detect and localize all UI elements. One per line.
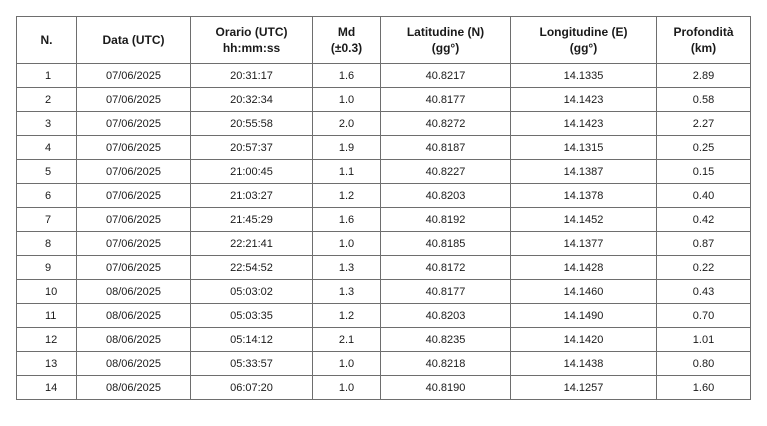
cell-date: 07/06/2025 xyxy=(77,112,191,136)
cell-depth: 0.43 xyxy=(657,280,751,304)
cell-latitude: 40.8218 xyxy=(381,352,511,376)
header-time-label: Orario (UTC) xyxy=(215,25,288,39)
table-row xyxy=(17,280,751,304)
cell-magnitude: 1.0 xyxy=(313,232,381,256)
cell-longitude: 14.1377 xyxy=(511,232,657,256)
cell-longitude: 14.1452 xyxy=(511,208,657,232)
cell-magnitude: 1.6 xyxy=(313,64,381,88)
cell-date: 07/06/2025 xyxy=(77,208,191,232)
cell-number: 6 xyxy=(17,184,77,208)
cell-magnitude: 1.9 xyxy=(313,136,381,160)
cell-date: 07/06/2025 xyxy=(77,232,191,256)
cell-depth: 0.42 xyxy=(657,208,751,232)
cell-date: 07/06/2025 xyxy=(77,184,191,208)
table-row xyxy=(17,352,751,376)
cell-latitude: 40.8177 xyxy=(381,280,511,304)
header-number-label: N. xyxy=(40,33,53,47)
cell-depth: 2.89 xyxy=(657,64,751,88)
header-longitude xyxy=(511,17,657,64)
cell-latitude: 40.8217 xyxy=(381,64,511,88)
header-latitude xyxy=(381,17,511,64)
cell-latitude: 40.8227 xyxy=(381,160,511,184)
earthquake-table xyxy=(16,16,751,400)
cell-magnitude: 1.0 xyxy=(313,88,381,112)
table-row xyxy=(17,64,751,88)
cell-latitude: 40.8203 xyxy=(381,184,511,208)
cell-magnitude: 1.3 xyxy=(313,280,381,304)
cell-number: 9 xyxy=(17,256,77,280)
cell-time: 20:55:58 xyxy=(191,112,313,136)
cell-depth: 0.15 xyxy=(657,160,751,184)
cell-depth: 0.58 xyxy=(657,88,751,112)
cell-latitude: 40.8235 xyxy=(381,328,511,352)
cell-depth: 1.01 xyxy=(657,328,751,352)
cell-number: 2 xyxy=(17,88,77,112)
header-magnitude xyxy=(313,17,381,64)
header-time xyxy=(191,17,313,64)
cell-time: 20:32:34 xyxy=(191,88,313,112)
cell-time: 22:21:41 xyxy=(191,232,313,256)
cell-number: 12 xyxy=(17,328,77,352)
cell-time: 22:54:52 xyxy=(191,256,313,280)
cell-time: 20:57:37 xyxy=(191,136,313,160)
cell-date: 07/06/2025 xyxy=(77,160,191,184)
cell-depth: 0.22 xyxy=(657,256,751,280)
cell-longitude: 14.1423 xyxy=(511,112,657,136)
cell-longitude: 14.1335 xyxy=(511,64,657,88)
header-time-unit: hh:mm:ss xyxy=(222,41,281,55)
header-latitude-unit: (gg°) xyxy=(431,41,460,55)
cell-number: 8 xyxy=(17,232,77,256)
cell-depth: 2.27 xyxy=(657,112,751,136)
cell-longitude: 14.1387 xyxy=(511,160,657,184)
header-number xyxy=(17,17,77,64)
table-row xyxy=(17,304,751,328)
cell-date: 07/06/2025 xyxy=(77,88,191,112)
cell-latitude: 40.8192 xyxy=(381,208,511,232)
cell-latitude: 40.8177 xyxy=(381,88,511,112)
table-row xyxy=(17,112,751,136)
cell-date: 08/06/2025 xyxy=(77,280,191,304)
cell-depth: 0.80 xyxy=(657,352,751,376)
header-longitude-label: Longitudine (E) xyxy=(539,25,628,39)
cell-number: 11 xyxy=(17,304,77,328)
cell-time: 05:03:35 xyxy=(191,304,313,328)
cell-magnitude: 1.3 xyxy=(313,256,381,280)
cell-date: 08/06/2025 xyxy=(77,352,191,376)
cell-magnitude: 1.2 xyxy=(313,184,381,208)
header-magnitude-label: Md xyxy=(337,25,356,39)
cell-time: 21:03:27 xyxy=(191,184,313,208)
header-longitude-unit: (gg°) xyxy=(569,41,598,55)
cell-date: 07/06/2025 xyxy=(77,136,191,160)
cell-latitude: 40.8185 xyxy=(381,232,511,256)
cell-time: 05:33:57 xyxy=(191,352,313,376)
cell-number: 13 xyxy=(17,352,77,376)
cell-number: 1 xyxy=(17,64,77,88)
cell-number: 10 xyxy=(17,280,77,304)
cell-depth: 1.60 xyxy=(657,376,751,400)
cell-time: 20:31:17 xyxy=(191,64,313,88)
cell-latitude: 40.8190 xyxy=(381,376,511,400)
cell-magnitude: 1.0 xyxy=(313,352,381,376)
cell-time: 05:03:02 xyxy=(191,280,313,304)
cell-depth: 0.70 xyxy=(657,304,751,328)
table-row xyxy=(17,328,751,352)
header-depth-unit: (km) xyxy=(690,41,717,55)
cell-time: 05:14:12 xyxy=(191,328,313,352)
cell-date: 08/06/2025 xyxy=(77,328,191,352)
cell-longitude: 14.1257 xyxy=(511,376,657,400)
cell-magnitude: 1.1 xyxy=(313,160,381,184)
cell-longitude: 14.1420 xyxy=(511,328,657,352)
cell-time: 06:07:20 xyxy=(191,376,313,400)
cell-depth: 0.40 xyxy=(657,184,751,208)
header-row xyxy=(17,17,751,64)
cell-number: 4 xyxy=(17,136,77,160)
cell-number: 5 xyxy=(17,160,77,184)
cell-number: 7 xyxy=(17,208,77,232)
cell-depth: 0.87 xyxy=(657,232,751,256)
header-depth-label: Profondità xyxy=(673,25,734,39)
cell-longitude: 14.1423 xyxy=(511,88,657,112)
table-row xyxy=(17,88,751,112)
cell-time: 21:45:29 xyxy=(191,208,313,232)
cell-longitude: 14.1315 xyxy=(511,136,657,160)
cell-magnitude: 1.0 xyxy=(313,376,381,400)
table-row xyxy=(17,208,751,232)
cell-latitude: 40.8272 xyxy=(381,112,511,136)
header-date-label: Data (UTC) xyxy=(102,33,165,47)
cell-magnitude: 1.2 xyxy=(313,304,381,328)
cell-latitude: 40.8203 xyxy=(381,304,511,328)
cell-longitude: 14.1378 xyxy=(511,184,657,208)
cell-time: 21:00:45 xyxy=(191,160,313,184)
table-row xyxy=(17,376,751,400)
header-depth xyxy=(657,17,751,64)
table-row xyxy=(17,136,751,160)
header-magnitude-unit: (±0.3) xyxy=(330,41,363,55)
table-row xyxy=(17,184,751,208)
cell-date: 07/06/2025 xyxy=(77,256,191,280)
table-row xyxy=(17,232,751,256)
header-latitude-label: Latitudine (N) xyxy=(406,25,485,39)
table-body xyxy=(17,64,751,400)
cell-magnitude: 2.1 xyxy=(313,328,381,352)
cell-longitude: 14.1460 xyxy=(511,280,657,304)
table-row xyxy=(17,160,751,184)
cell-longitude: 14.1428 xyxy=(511,256,657,280)
cell-longitude: 14.1490 xyxy=(511,304,657,328)
cell-latitude: 40.8172 xyxy=(381,256,511,280)
cell-number: 3 xyxy=(17,112,77,136)
header-date xyxy=(77,17,191,64)
cell-magnitude: 2.0 xyxy=(313,112,381,136)
cell-date: 08/06/2025 xyxy=(77,376,191,400)
table-row xyxy=(17,256,751,280)
cell-latitude: 40.8187 xyxy=(381,136,511,160)
cell-depth: 0.25 xyxy=(657,136,751,160)
cell-date: 07/06/2025 xyxy=(77,64,191,88)
cell-longitude: 14.1438 xyxy=(511,352,657,376)
cell-magnitude: 1.6 xyxy=(313,208,381,232)
cell-number: 14 xyxy=(17,376,77,400)
cell-date: 08/06/2025 xyxy=(77,304,191,328)
